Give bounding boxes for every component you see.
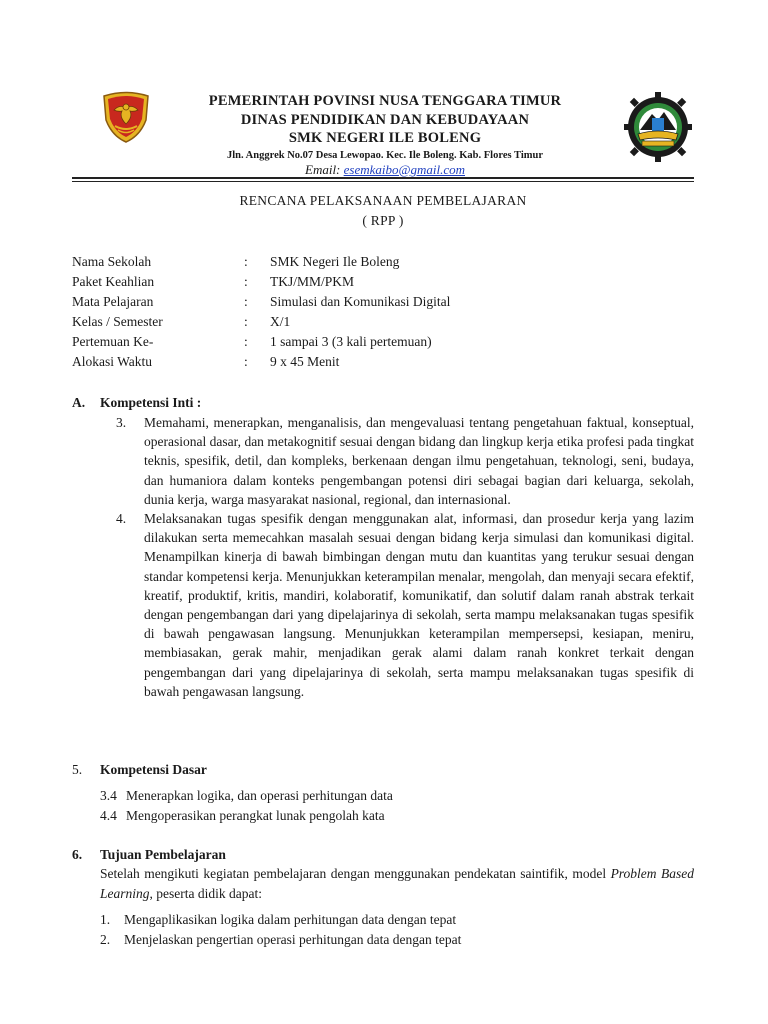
list-item-number: 3. — [116, 415, 127, 430]
list-item-number: 1. — [100, 912, 111, 927]
list-item — [116, 413, 694, 509]
provincial-crest-icon — [100, 90, 152, 144]
document-subtitle: ( RPP ) — [362, 213, 404, 228]
letterhead-address: Jln. Anggrek No.07 Desa Lewopao. Kec. Ile Boleng. Kab. Flores Timur — [227, 149, 543, 161]
document-title: RENCANA PELAKSANAAN PEMBELAJARAN — [239, 193, 527, 208]
list-item — [100, 930, 694, 950]
section-tujuan-heading — [72, 845, 226, 864]
tujuan-intro-text: Setelah mengikuti kegiatan pembelajaran dengan menggunakan pendekatan saintifik, model — [100, 866, 611, 881]
section-title: Tujuan Pembelajaran — [100, 847, 226, 862]
info-colon: : — [244, 314, 248, 329]
info-value: TKJ/MM/PKM — [270, 274, 355, 289]
tujuan-intro-model: Problem Based Learning — [100, 866, 695, 901]
kompetensi-dasar-list — [100, 786, 694, 825]
info-value: 1 sampai 3 (3 kali pertemuan) — [270, 334, 432, 349]
info-label: Kelas / Semester — [72, 314, 163, 329]
section-number: A. — [72, 395, 86, 410]
tujuan-intro-tail: , peserta didik dapat: — [149, 885, 262, 901]
identity-table — [72, 252, 694, 372]
info-row — [72, 292, 694, 312]
info-value: Simulasi dan Komunikasi Digital — [270, 294, 451, 309]
section-title: Kompetensi Dasar — [100, 762, 207, 777]
tujuan-list — [100, 910, 694, 950]
list-item-number: 2. — [100, 932, 111, 947]
tujuan-intro — [100, 864, 694, 903]
email-link[interactable]: esemkaibo@gmail.com — [343, 161, 465, 177]
info-row — [72, 352, 694, 372]
info-row — [72, 312, 694, 332]
list-item — [100, 910, 694, 930]
list-item-text: Menerapkan logika, dan operasi perhitungan data — [126, 788, 393, 803]
info-colon: : — [244, 294, 248, 309]
list-item — [100, 786, 694, 806]
list-item-text: Mengoperasikan perangkat lunak pengolah kata — [126, 807, 385, 823]
list-item — [100, 806, 694, 826]
info-label: Paket Keahlian — [72, 274, 155, 289]
info-value: X/1 — [270, 314, 291, 329]
list-item-number: 4. — [116, 511, 127, 527]
list-item — [116, 509, 694, 701]
list-item-text: Memahami, menerapkan, menganalisis, dan mengevaluasi tentang pengetahuan faktual, konseptual, operasional dasar, dan metakognitif sesuai dengan bidang dan lingkup kerja etika profesi pada tingkat teknis, spesifik, detil, dan kompleks, berkenaan dengan ilmu pengetahuan, teknologi, seni, budaya, dan humaniora dalam konteks pengembangan potensi diri sebagai bagian dari keluarga, sekolah, dunia kerja, warga masyarakat nasional, regional, dan internasional. — [144, 415, 694, 507]
letterhead-email — [160, 162, 610, 177]
list-item-text: Mengaplikasikan logika dalam perhitungan data dengan tepat — [124, 912, 457, 927]
info-value: 9 x 45 Menit — [270, 354, 340, 369]
letterhead-government: PEMERINTAH POVINSI NUSA TENGGARA TIMUR — [208, 93, 562, 109]
kompetensi-inti-list — [116, 413, 694, 701]
info-row — [72, 252, 694, 272]
info-colon: : — [244, 274, 248, 289]
email-label: Email: — [305, 161, 344, 177]
info-label: Mata Pelajaran — [72, 294, 154, 309]
info-label: Alokasi Waktu — [72, 354, 153, 369]
list-item-number: 4.4 — [100, 807, 117, 823]
section-kompetensi-inti-heading — [72, 393, 201, 412]
letterhead-school: SMK NEGERI ILE BOLENG — [288, 130, 482, 146]
list-item-number: 3.4 — [100, 788, 117, 803]
info-value: SMK Negeri Ile Boleng — [270, 254, 400, 269]
section-title: Kompetensi Inti : — [100, 395, 202, 410]
info-row — [72, 272, 694, 292]
section-kompetensi-dasar-heading — [72, 760, 207, 779]
letterhead — [160, 92, 610, 177]
info-colon: : — [244, 254, 248, 269]
info-colon: : — [244, 334, 248, 349]
info-label: Pertemuan Ke- — [72, 334, 154, 349]
section-number: 6. — [72, 847, 83, 862]
section-number: 5. — [72, 762, 83, 777]
info-colon: : — [244, 354, 248, 369]
letterhead-rule-thin — [72, 181, 694, 182]
school-emblem-icon — [622, 90, 694, 164]
letterhead-department: DINAS PENDIDIKAN DAN KEBUDAYAAN — [240, 111, 530, 128]
letterhead-rule-thick — [72, 177, 694, 179]
info-row — [72, 332, 694, 352]
info-label: Nama Sekolah — [72, 254, 152, 269]
list-item-text: Menjelaskan pengertian operasi perhitungan data dengan tepat — [124, 932, 462, 947]
list-item-text: Melaksanakan tugas spesifik dengan menggunakan alat, informasi, dan prosedur kerja yang lazim dilakukan serta memecahkan masalah sesuai dengan bidang kerja simulasi dan komunikasi digital. Menampilkan kinerja di bawah bimbingan dengan mutu dan kuantitas yang terukur sesuai dengan standar kompetensi kerja. Menunjukkan keterampilan menalar, mengolah, dan menyaji secara efektif, kreatif, produktif, kritis, mandiri, kolaboratif, komunikatif, dan solutif dalam ranah abstrak terkait dengan pengembangan dari yang dipelajarinya di sekolah, serta mampu melaksanakan tugas spesifik di bawah pengawasan langsung. Menunjukkan keterampilan mempersepsi, kesiapan, meniru, membiasakan, gerak mahir, menjadikan gerak alami dalam ranah konkret terkait dengan pengembangan dari yang dipelajarinya di sekolah, serta mampu melaksanakan tugas spesifik di bawah pengawasan langsung. — [144, 511, 694, 699]
